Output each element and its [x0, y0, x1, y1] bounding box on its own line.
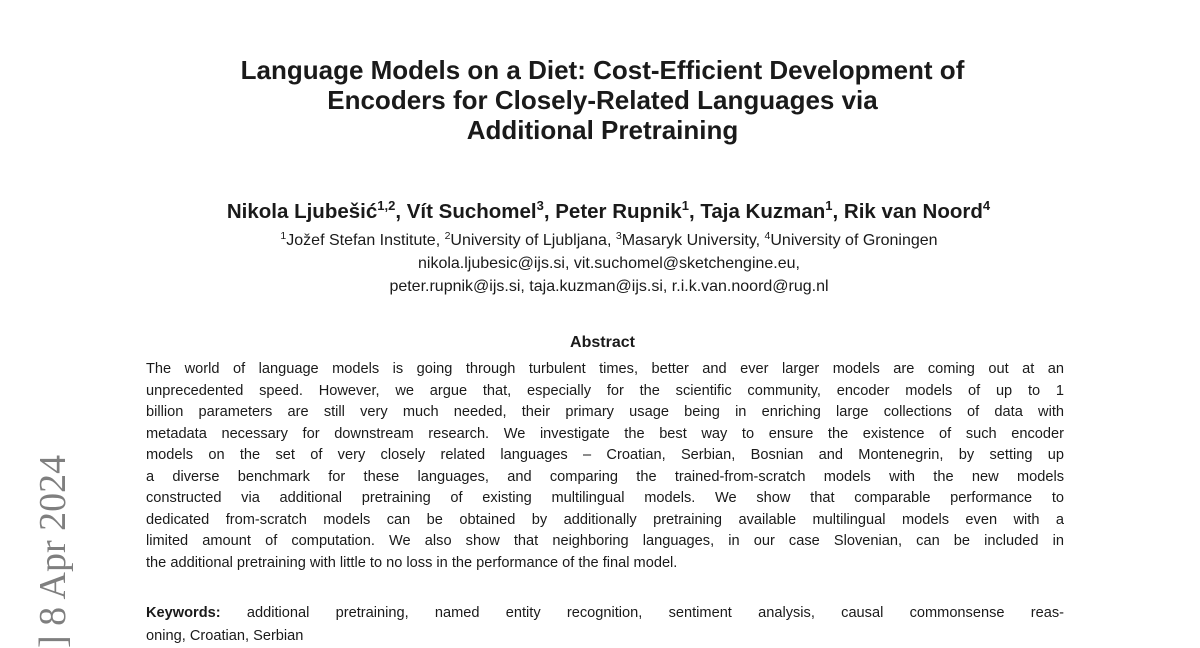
keywords-label: Keywords:	[146, 605, 221, 621]
affiliation-mark: 2	[444, 230, 451, 242]
affiliation-separator: ,	[755, 232, 765, 249]
author-separator: ,	[543, 200, 556, 223]
affiliation-name: University of Ljubljana	[450, 232, 607, 249]
affiliation-mark: 3	[615, 230, 622, 242]
abstract-line: The world of language models is going through turbulent times, better and ever larger models are coming out at an	[146, 361, 1064, 377]
author-name: Rik van Noord	[843, 200, 983, 223]
affiliation-separator: ,	[435, 232, 445, 249]
abstract-line: dedicated from-scratch models can be obtained by additionally pretraining available multilingual models even with a	[146, 511, 1064, 528]
title-line: Language Models on a Diet: Cost-Efficient Development of	[240, 55, 965, 85]
affiliation-mark: 4	[764, 230, 771, 242]
author-separator: ,	[832, 200, 844, 223]
title-line: Encoders for Closely-Related Languages via	[327, 85, 878, 115]
author-separator: ,	[395, 200, 407, 223]
affiliation-name: University of Groningen	[770, 232, 938, 249]
keywords-text: additional pretraining, named entity recognition, sentiment analysis, causal commonsense reas-	[246, 605, 1064, 621]
keywords-line	[146, 602, 1064, 625]
author-affiliation-mark: 1	[681, 198, 689, 213]
keywords-block	[146, 602, 1064, 648]
keywords-line: oning, Croatian, Serbian	[146, 628, 304, 644]
author-list	[0, 200, 1200, 224]
email-line[interactable]: peter.rupnik@ijs.si, taja.kuzman@ijs.si, r.i.k.van.noord@rug.nl	[389, 278, 829, 295]
author-affiliation-mark: 3	[536, 198, 544, 213]
author-affiliation-mark: 1	[825, 198, 833, 213]
abstract-line: constructed via additional pretraining of existing multilingual models. We show that comparable performance to	[146, 490, 1064, 506]
abstract-line: billion parameters are still very much needed, their primary usage being in enriching large collections of data with	[146, 404, 1064, 420]
abstract-body	[146, 359, 1064, 574]
affiliation-name: Masaryk University	[621, 232, 756, 249]
abstract-heading: Abstract	[570, 334, 635, 351]
author-separator: ,	[688, 200, 701, 223]
affiliation-line	[0, 229, 1200, 252]
email-line[interactable]: nikola.ljubesic@ijs.si, vit.suchomel@sketchengine.eu,	[418, 255, 800, 272]
author-name: Nikola Ljubešić	[226, 200, 378, 223]
paper-title	[0, 55, 1200, 145]
abstract-line: the additional pretraining with little to no loss in the performance of the final model.	[146, 554, 678, 571]
affiliations-block	[0, 229, 1200, 298]
abstract-line: limited amount of computation. We also show that neighboring languages, in our case Slovenian, can be included in	[146, 533, 1064, 549]
arxiv-date-stamp: ] 8 Apr 2024	[32, 454, 74, 648]
affiliation-separator: ,	[606, 232, 616, 249]
author-name: Peter Rupnik	[555, 200, 682, 223]
abstract-line: models on the set of very closely related languages – Croatian, Serbian, Bosnian and Montenegrin, by setting up	[146, 447, 1064, 463]
author-affiliation-mark: 1,2	[377, 198, 396, 213]
abstract-line: metadata necessary for downstream research. We investigate the best way to ensure the existence of such encoder	[146, 425, 1064, 442]
affiliation-mark: 1	[280, 230, 287, 242]
affiliation-name: Jožef Stefan Institute	[286, 232, 436, 249]
abstract-line: unprecedented speed. However, we argue that, especially for the scientific community, encoder models of up to 1	[146, 382, 1064, 399]
author-name: Taja Kuzman	[700, 200, 826, 223]
author-name: Vít Suchomel	[406, 200, 537, 223]
title-line: Additional Pretraining	[466, 115, 739, 145]
abstract-line: a diverse benchmark for these languages, and comparing the trained-from-scratch models with the new models	[146, 468, 1064, 485]
author-affiliation-mark: 4	[982, 198, 991, 213]
